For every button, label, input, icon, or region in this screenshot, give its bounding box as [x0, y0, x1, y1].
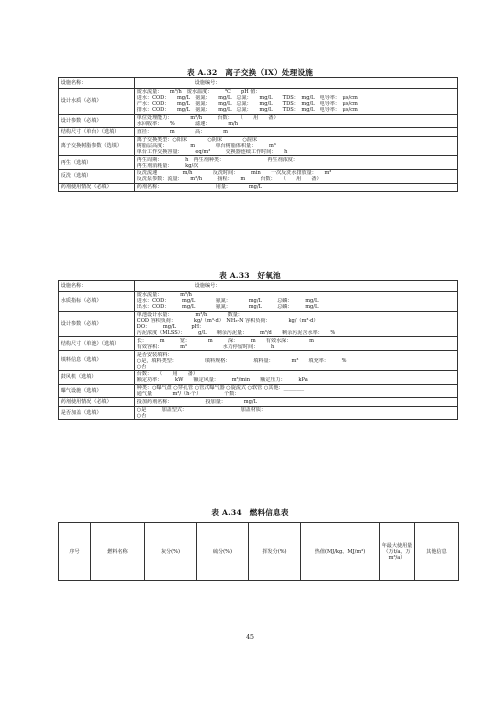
row-label: 水质指标（必填） [59, 291, 135, 311]
table-a32-caption: 表 A.32 离子交换（IX）处理设施 [186, 68, 314, 77]
field-line: 进水：COD： mg/L 氨氮： mg/L 总氮： mg/L TDS： mg/L 电导率： μs/cm [136, 95, 358, 102]
column-header: 其他信息 [415, 523, 459, 581]
table-row [59, 398, 458, 406]
row-label: 药剂使用情况（必填） [59, 183, 135, 191]
table-row [59, 128, 458, 136]
field-line: 通气量 m³/（h·个） 个数： [136, 391, 240, 398]
table-row [59, 337, 458, 351]
field-line: COD 容积负荷： kg/（m³·d） NH₃-N 容积负荷： kg/（m³·d） [136, 317, 319, 324]
field-line: 额定功率： kW 额定风量： m³/min 额定压力： kPa [136, 377, 308, 384]
page-number: 45 [246, 634, 254, 641]
table-a32-ion-exchange [58, 77, 458, 192]
field-line: ○否 [136, 413, 147, 420]
row-value-cell[interactable] [135, 156, 458, 170]
row-value-cell[interactable] [135, 170, 458, 184]
facility-code-cell[interactable] [135, 78, 458, 89]
table-row [59, 351, 458, 371]
facility-code-label: 设施编号： [194, 79, 221, 86]
field-line: 种类：○曝气盘 ○穿孔管 ○管式曝气器 ○旋流式 ○软管 ○其他：________ [136, 385, 304, 392]
table-row [59, 170, 458, 184]
row-value-cell[interactable] [135, 291, 458, 311]
column-header: 热值(MJ/kg、MJ/m³) [301, 523, 380, 581]
table-a34-caption: 表 A.34 燃料信息表 [211, 508, 289, 517]
row-value-cell[interactable] [135, 311, 458, 337]
field-line: 直径： m 高： m [136, 128, 228, 135]
row-label: 鼓风机（选填） [59, 370, 135, 384]
row-value-cell[interactable] [135, 128, 458, 136]
row-label: 反洗（选填） [59, 170, 135, 184]
field-line: 排水：COD： mg/L 氨氮： mg/L 总氮： mg/L TDS： mg/L 电导率： μs/cm [136, 107, 358, 114]
table-header-row [59, 281, 458, 292]
column-header: 年最大使用量（万t/a、万m³/a） [380, 523, 415, 581]
field-line: 单位处理能力： m³/h 台数： （ 用 备） [136, 114, 279, 121]
field-line: ○否 [136, 363, 147, 370]
row-value-cell[interactable] [135, 136, 458, 156]
facility-name-cell[interactable]: 设施名称： [59, 281, 135, 292]
table-a34-fuel-info [58, 522, 459, 581]
column-header: 硫分(%) [197, 523, 249, 581]
table-a33-caption: 表 A.33 好氧池 [219, 271, 281, 280]
field-line: 单台工作交换容量： eq/m³ 交换器连续工作时间： h [136, 148, 288, 155]
row-value-cell[interactable] [135, 88, 458, 114]
table-row [59, 406, 458, 420]
field-line: 台数： （ 用 备） [136, 371, 198, 378]
field-line: 产水：COD： mg/L 氨氮： mg/L 总氮： mg/L TDS： mg/L 电导率： μs/cm [136, 101, 358, 108]
field-line: 有效容积： m³ 水力停留时间： h [136, 343, 275, 350]
table-row [59, 156, 458, 170]
field-line: 是否安装填料： [136, 351, 173, 358]
row-value-cell[interactable] [135, 370, 458, 384]
table-row [59, 384, 458, 398]
row-value-cell[interactable] [135, 384, 458, 398]
table-a33-aerobic-tank [58, 280, 458, 420]
table-row [59, 114, 458, 128]
field-line: ○是，填料类型： 填料规格： 填料量： m³ 填充率： % [136, 357, 347, 364]
table-header-row [59, 523, 459, 581]
field-line: 药剂名称： 用量： mg/L [136, 184, 263, 191]
field-line: 长： m 宽： m 深： m 有效水深： m [136, 337, 315, 344]
column-header: 燃料名称 [91, 523, 145, 581]
field-line: 离子交换类型：○阳床 ○阴床 ○混床 [136, 136, 258, 143]
row-label: 药剂使用情况（必填） [59, 398, 135, 406]
column-header: 挥发分(%) [249, 523, 301, 581]
table-row [59, 136, 458, 156]
facility-code-label: 设施编号： [194, 282, 221, 289]
facility-code-cell[interactable] [135, 281, 458, 292]
field-line: 水回收率： % 滤速： m/h [136, 120, 239, 127]
facility-name-cell[interactable]: 设施名称： [59, 78, 135, 89]
row-label: 离子交换树脂参数（选填） [59, 136, 135, 156]
field-line: 反洗流速 m/h 反洗时间： min 一次反洗水排放量： m³ [136, 170, 332, 177]
row-label: 再生（选填） [59, 156, 135, 170]
field-line: 废水流量： m³/h [136, 292, 192, 299]
row-value-cell[interactable] [135, 337, 458, 351]
field-line: 污泥浓度（MLSS）： g/L 剩余污泥量： m³/d 剩余污泥含水率： % [136, 329, 336, 336]
table-row [59, 183, 458, 191]
table-row [59, 291, 458, 311]
field-line: 废水流量： m³/h 废水温度： ℃ pH 值： [136, 89, 261, 96]
row-value-cell[interactable] [135, 183, 458, 191]
row-value-cell[interactable] [135, 114, 458, 128]
field-line: 进水：COD： mg/L 氨氮： mg/L 总磷： mg/L [136, 298, 319, 305]
table-row [59, 311, 458, 337]
row-label: 结构尺寸（单台）（选填） [59, 128, 135, 136]
field-line: 投加药剂名称： 投加量： mg/L [136, 399, 257, 406]
field-line: ○是 加盖型式： 加盖材质： [136, 407, 267, 414]
field-line: 出水：COD： mg/L 氨氮： mg/L 总磷： mg/L [136, 304, 319, 311]
table-row [59, 370, 458, 384]
column-header: 灰分(%) [145, 523, 197, 581]
field-line: 再生剂消耗量： kg/次 [136, 162, 199, 169]
row-label: 结构尺寸（单池）（选填） [59, 337, 135, 351]
row-label: 填料信息（选填） [59, 351, 135, 371]
column-header: 序号 [59, 523, 91, 581]
row-label: 是否加盖（选填） [59, 406, 135, 420]
row-value-cell[interactable] [135, 398, 458, 406]
field-line: 单池设计水量： m³/h 数量： [136, 311, 243, 318]
field-line: 再生周期： h 再生剂种类： 再生剂浓度： [136, 156, 298, 163]
row-label: 曝气设施（选填） [59, 384, 135, 398]
row-label: 设计参数（必填） [59, 114, 135, 128]
field-line: 树脂层高度： m 单台树脂体积量： m³ [136, 142, 276, 149]
row-value-cell[interactable] [135, 351, 458, 371]
table-row [59, 88, 458, 114]
row-label: 设计水质（必填） [59, 88, 135, 114]
row-value-cell[interactable] [135, 406, 458, 420]
field-line: DO： mg/L pH： [136, 323, 205, 330]
field-line: 反洗泵参数：流量： m³/h 扬程： m 台数： （ 用 备） [136, 176, 322, 183]
table-header-row [59, 78, 458, 89]
row-label: 设计参数（必填） [59, 311, 135, 337]
